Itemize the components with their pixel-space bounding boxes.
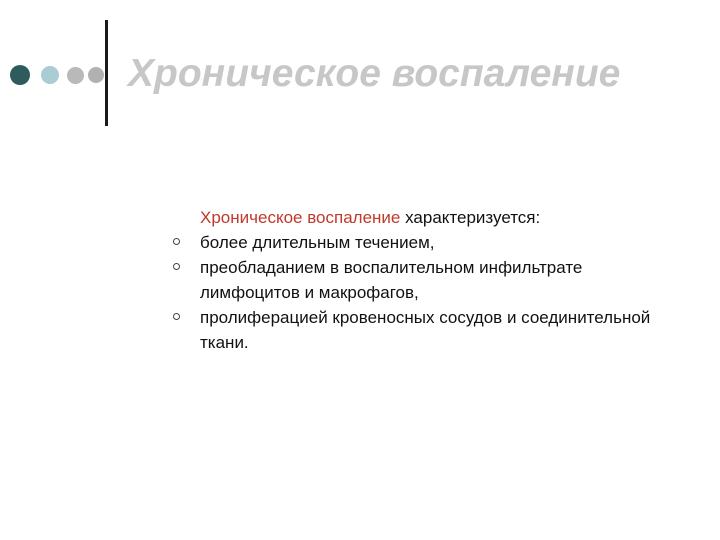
bullet-text: преобладанием в воспалительном инфильтрате лимфоцитов и макрофагов, — [200, 258, 583, 302]
bullet-circle-icon — [173, 238, 180, 245]
intro-rest: характеризуется: — [400, 208, 541, 227]
bullet-circle-icon — [173, 263, 180, 270]
bullet-circle-icon — [173, 313, 180, 320]
decor-dot-gray-2 — [88, 67, 104, 83]
decor-dot-teal — [41, 66, 59, 84]
intro-term: Хроническое воспаление — [200, 208, 401, 227]
list-item — [200, 305, 670, 355]
title-divider — [105, 20, 108, 126]
slide-content — [200, 205, 670, 355]
bullet-list — [200, 230, 670, 355]
decor-dot-dark — [10, 65, 30, 85]
list-item — [200, 230, 670, 255]
bullet-text: пролиферацией кровеносных сосудов и соединительной ткани. — [200, 308, 651, 352]
decor-dot-gray — [67, 67, 84, 84]
bullet-text: более длительным течением, — [200, 233, 435, 252]
list-item — [200, 255, 670, 305]
slide-title: Хроническое воспаление — [128, 52, 621, 95]
intro-line — [200, 205, 670, 230]
